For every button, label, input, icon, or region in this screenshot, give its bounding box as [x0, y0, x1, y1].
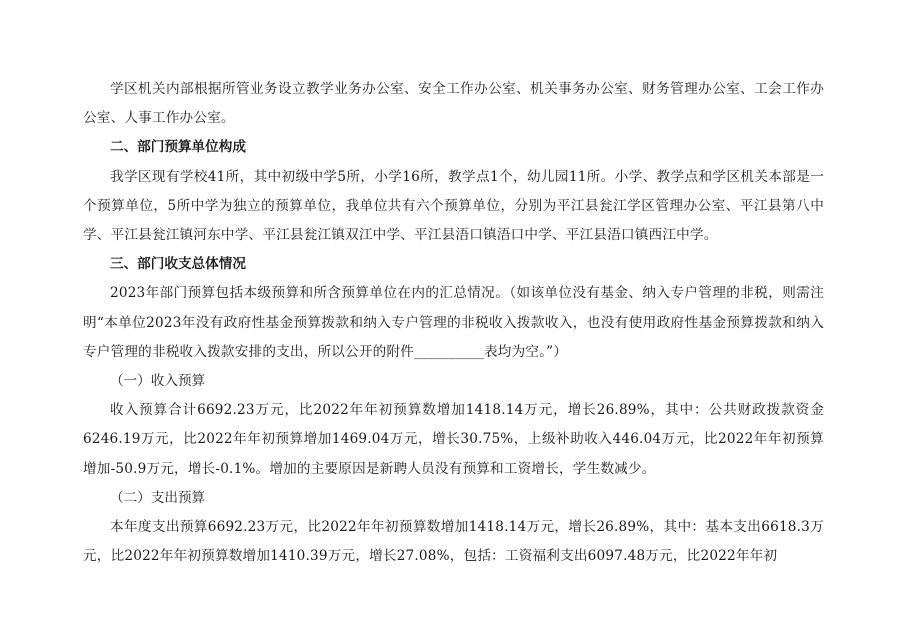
paragraph-income-budget: 收入预算合计6692.23万元，比2022年年初预算数增加1418.14万元，增长26.89%，其中：公共财政拨款资金6246.19万元，比2022年年初预算增加1469.04万元，增长30.75%，上级补助收入446.04万元，比2022年年初预算增加-50.9万元，增长-0.1%。增加的主要原因是新聘人员没有预算和工资增长，学生数减少。 [83, 402, 824, 477]
heading-budget-units: 二、部门预算单位构成 [110, 139, 246, 156]
subheading-expense-budget: （二）支出预算 [110, 489, 206, 506]
paragraph-summary: 2023年部门预算包括本级预算和所含预算单位在内的汇总情况。（如该单位没有基金、纳入专户管理的非税，则需注明“本单位2023年没有政府性基金预算拨款和纳入专户管理的非税收入拨款收入，也没有使用政府性基金预算拨款和纳入专户管理的非税收入拨款安排的支出，所以公开的附件__________表均为空。”） [83, 285, 824, 360]
heading-income-expense-overview: 三、部门收支总体情况 [110, 256, 246, 273]
paragraph-expense-budget: 本年度支出预算6692.23万元，比2022年年初预算数增加1418.14万元，增长26.89%，其中：基本支出6618.3万元，比2022年年初预算数增加1410.39万元，增长27.08%，包括：工资福利支出6097.48万元，比2022年年初 [83, 519, 824, 565]
subheading-income-budget: （一）收入预算 [110, 373, 206, 390]
paragraph-offices: 学区机关内部根据所管业务设立教学业务办公室、安全工作办公室、机关事务办公室、财务管理办公室、工会工作办公室、人事工作办公室。 [83, 81, 824, 127]
paragraph-budget-units: 我学区现有学校41所，其中初级中学5所，小学16所，教学点1个，幼儿园11所。小学、教学点和学区机关本部是一个预算单位，5所中学为独立的预算单位，我单位共有六个预算单位，分别为平江县瓮江学区管理办公室、平江县第八中学、平江县瓮江镇河东中学、平江县瓮江镇双江中学、平江县浯口镇浯口中学、平江县浯口镇西江中学。 [83, 168, 824, 244]
